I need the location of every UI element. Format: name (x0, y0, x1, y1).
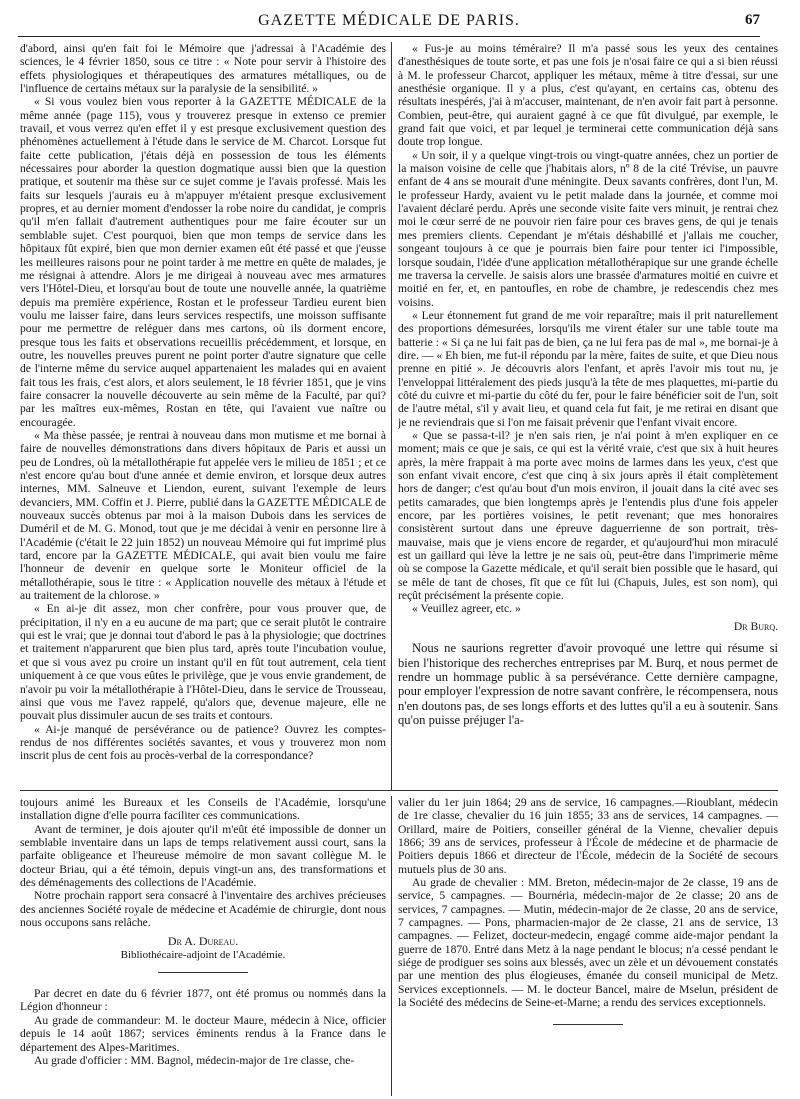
lower-right-column (398, 796, 778, 1096)
paragraph: « Un soir, il y a quelque vingt-trois ou vingt-quatre années, chez un portier de la maison voisine de celle que j'habitais alors, nº 8 de la cité Trévise, un pauvre enfant de 4 ans se mourait d'une méningite. Deux savants confrères, dont l'un, M. le professeur Hardy, avaient vu le petit malade dans la journée, et comme moi l'avaient déclaré perdu. Après une seconde visite faite vers minuit, je rentrai chez moi le cœur serré de ne pouvoir rien faire pour ces braves gens, de qui je tenais mes premiers clients. Cependant je m'étais déshabillé et j'allais me coucher, songeant toujours à ce que je pourrais bien faire pour tenter ici l'impossible, lorsque soudain, l'idée d'une application métallothérapique sur une grande échelle me traversa la cervelle. Je saisis alors une brassée d'armatures moitié en cuivre et moitié en fer, et, en pantoufles, en robe de chambre, je redescendis chez mes voisins. (398, 148, 778, 309)
decree-paragraph: Par decret en date du 6 février 1877, ont été promus ou nommés dans la Légion d'honneur : (20, 987, 386, 1014)
paragraph: « En ai-je dit assez, mon cher confrère, pour vous prouver que, de précipitation, il n'y en a eu aucune de ma part; que ce serait plutôt le contraire qui est le vrai; que je donnai tout d'abord le pas à la physiologie; que doctrines et traitement n'apparurent que bien plus tard, après toute l'incubation voulue, et que si vous avez pu croire un instant qu'il en fût tout autrement, cela tient uniquement à ce que vous eûtes le privilège, que je vous envie grandement, de n'avoir pu voir la métallothérapie à l'Hôtel-Dieu, dans le service de Trousseau, ainsi que vous me l'avez rappelé, qu'alors que, devenue majeure, elle ne pouvait plus dissimuler aucun de ses traits et contours. (20, 602, 386, 723)
upper-left-column (20, 42, 386, 782)
upper-right-column (398, 42, 778, 782)
paragraph: Au grade de chevalier : MM. Breton, médecin-major de 2e classe, 19 ans de service, 5 campagnes. — Bournéria, médecin-major de 2e classe; 20 ans de services, 7 campagnes. — Mutin, médecin-major de 2e classe, 20 ans de service, 7 campagnes. — Pons, pharmacien-major de 2e classe, 21 ans de service, 13 campagnes. — Felizet, docteur-medecin, engagé comme aide-major pendant la guerre de 1870. Entré dans Metz à la nage pendant le blocus; n'a cessé pendant le siége de prodiguer ses soins aux blessés, avec un zèle et un dévouement constatés par une mention des plus élogieuses, émanée du conseil municipal de Metz. Services exceptionnels. — M. le docteur Bancel, maire de Mselun, président de la Société des médecins de Seine-et-Marne; a rendu des services exceptionnels. (398, 876, 778, 1010)
paragraph: « Leur étonnement fut grand de me voir reparaître; mais il prit naturellement des proportions démesurées, lorsqu'ils me virent étaler sur une table toute ma batterie : « Si ça ne lui fait pas de bien, ça ne lui fera pas de mal », me bornai-je à dire. — « Eh bien, me fut-il répondu par la mère, faites de suite, et que Dieu nous prenne en pitié ». Je découvris alors l'enfant, et après l'avoir mis tout nu, je l'enveloppai littéralement des pieds jusqu'à la tête de mes plaquettes, mi-partie du côté du cuivre et mi-partie du côté du fer, pour le faire bénéficier soit de l'un, soit de l'autre métal, s'il y avait lieu, et quand cela fut fait, je me retirai en disant que je ne reviendrais que si l'on me faisait prévenir que l'enfant vivait encore. (398, 308, 778, 429)
short-divider (158, 972, 248, 973)
letter-signature: Dr Burq. (733, 619, 778, 633)
paragraph: valier du 1er juin 1864; 29 ans de service, 16 campagnes.—Rioublant, médecin de 1re classe, chevalier du 16 juin 1855; 33 ans de services, 14 campagnes. — Orillard, maire de Poitiers, conseiller général de la Vienne, chevalier depuis 1866; 39 ans de services, professeur à l'École de médecine et de pharmacie de Poitiers depuis 1866 et directeur de l'École, médecin de la Société de secours mutuels plus de 30 ans. (398, 796, 778, 876)
paragraph: Avant de terminer, je dois ajouter qu'il m'eût été impossible de donner un semblable inventaire dans un laps de temps relativement aussi court, sans la parfaite obligeance et l'heureuse mémoire de mon savant collègue M. le docteur Briau, qui a été témoin, depuis vingt-un ans, des transformations et des déménagements des collections de l'Académie. (20, 822, 386, 890)
paragraph: « Ma thèse passée, je rentrai à nouveau dans mon mutisme et me bornai à faire de nouvelles démonstrations dans divers hôpitaux de Paris et aussi un peu de Londres, où la métallothérapie fut appelée vers le milieu de 1851 ; et ce n'est encore qu'au bout d'une année et demie environ, et lorsque deux autres internes, MM. Salneuve et Liendon, eurent, suivant l'exemple de leurs devanciers, MM. Coffin et J. Pierre, publié dans la GAZETTE MÉDICALE de nouveaux succès obtenus par moi à la maison Dubois dans les services de Duméril et de M. G. Monod, tout que je me décidai à venir en personne lire à l'Académie (c'était le 22 juin 1852) un nouveau Mémoire qui fut imprimé plus tard, encore par la GAZETTE MÉDICALE, qui avait bien voulu me faire l'honneur de devenir en quelque sorte le Moniteur officiel de la métallothérapie, sous le titre : « Application nouvelle des métaux à l'étude et au traitement de la chlorose. » (20, 428, 386, 603)
page-number: 67 (745, 12, 760, 28)
page-header (18, 10, 760, 37)
paragraph: d'abord, ainsi qu'en fait foi le Mémoire que j'adressai à l'Académie des sciences, le 4 février 1850, sous ce titre : « Note pour servir à l'histoire des effets physiologiques et thérapeutiques des armatures métalliques, ou de l'influence de certains métaux sur la paralysie de la sensibilité. » (20, 42, 386, 96)
paragraph: « Ai-je manqué de persévérance ou de patience? Ouvrez les comptes-rendus de nos différentes sociétés savantes, et vous y trouverez mon nom inscrit plus de cent fois au procès-verbal de la correspondance? (20, 722, 386, 763)
column-divider (391, 796, 392, 1096)
lower-left-column (20, 796, 386, 1096)
editorial-closing: Nous ne saurions regretter d'avoir provoqué une lettre qui résume si bien l'historique des recherches entreprises par M. Burq, et nous permet de rendre un hommage public à sa persévérance. Cette dernière campagne, pour employer l'expression de notre savant confrère, le récompensera, nous n'en doutons pas, de ses longs efforts et des luttes qu'il a eu à soutenir. Sans qu'on puisse préjuger l'a- (398, 641, 778, 728)
decree-paragraph: Au grade d'officier : MM. Bagnol, médecin-major de 1re classe, che- (34, 1053, 355, 1067)
journal-title: GAZETTE MÉDICALE DE PARIS. (258, 12, 520, 29)
paragraph: « Fus-je au moins téméraire? Il m'a passé sous les yeux des centaines d'anesthésiques de toute sorte, et pas une fois je n'osai faire ce qui a si bien réussi à M. le professeur Charcot, appliquer les métaux, même à titre d'essai, sur une anesthésie organique. Il y a plus, c'est qu'ayant, en certains cas, obtenu des résultats inespérés, j'ai à m'accuser, maintenant, de n'en avoir fait part à personne. Combien, peut-être, qui auraient gagné à ce que fût divulgué, par exemple, le grand fait que voici, et par lequel je terminerai cette communication déjà sans doute trop longue. (398, 42, 778, 149)
section-divider (20, 790, 778, 791)
decree-paragraph: Au grade de commandeur: M. le docteur Maure, médecin à Nice, officier depuis le 14 août 1867; services éminents rendus à la France dans le département des Alpes-Maritimes. (20, 1013, 386, 1054)
paragraph: Notre prochain rapport sera consacré à l'inventaire des archives précieuses des anciennes Société royale de médecine et Académie de chirurgie, dont nous nous occupons sans relâche. (20, 889, 386, 930)
paragraph: toujours animé les Bureaux et les Conseils de l'Académie, lorsqu'une installation digne d'elle pourra faciliter ces communications. (20, 796, 386, 823)
end-rule (553, 1024, 623, 1025)
paragraph: « Que se passa-t-il? je n'en sais rien, je n'ai point à m'en expliquer en ce moment; mais ce que je sais, ce qui est la vérité vraie, c'est que six à huit heures après, la mère frappait à ma porte avec moins de larmes dans les yeux, c'est que son enfant vivait encore, c'est que cinq à six jours après il était complètement hors de danger; c'est qu'au bout d'un mois environ, il jouait dans la cité avec ses petits camarades, que bien longtemps après je l'entendis plus d'une fois appeler encore, par les portières voisines, le petit revenant; que mes honoraires consistèrent surtout dans une épreuve daguerrienne de son portrait, très-mauvaise, mais que je viens encore de regarder, et qu'aujourd'hui mon miraculé est un gaillard qui lève la lettre je ne sais où, peut-être dans l'imprimerie même où se compose la Gazette médicale, et qu'il serait bien possible que le hasard, qui se mêle de tant de choses, fît que ce fût lui (Chapuis, Jules, est son nom), qui reçût précisément la présente copie. (398, 428, 778, 603)
paragraph: « Si vous voulez bien vous reporter à la GAZETTE MÉDICALE de la même année (page 115), vous y trouverez presque in extenso ce premier travail, et vous verrez qu'en effet il y est presque exclusivement question des phénomènes actuellement à l'étude dans le service de M. Charcot. Lorsque fut faite cette publication, j'étais déjà en possession de tous les éléments nécessaires pour aborder la question dogmatique aussi bien que la question pratique, et soutenir ma thèse sur ce sujet comme je l'avais professé. Mais les faits sur lesquels j'aurais eu à m'appuyer m'étaient presque exclusivement propres, et au dernier moment d'endosser la robe noire du candidat, je compris qu'il m'en fallait d'autrement authentiques pour me faire écouter sur un semblable sujet. C'est pourquoi, bien que mon temps de service dans les hôpitaux fût expiré, bien que mon dernier examen eût été passé et que j'eusse les meilleures raisons pour ne point tarder à me mettre en quête de malades, je me résignai à attendre. Alors je me dirigeai à nouveau avec mes armatures vers l'Hôtel-Dieu, et lorsqu'au bout de toute une nouvelle année, la quatrième depuis ma première expérience, Rostan et le professeur Tardieu eurent bien voulu me laisser faire, dans leurs services respectifs, une moisson suffisante pour me permettre de reléguer dans mes cartons, où ils dorment encore, presque tous les faits et observations recueillis précédemment, et lorsque, en outre, les nouvelles preuves purent ne point porter d'autre signature que celle de l'interne même du service auquel appartenaient les malades qui en avaient fait tous les frais, c'est alors, et alors seulement, le 18 février 1851, que je vins faire consacrer la nouvelle découverte au sein même de la Faculté, par qui? par les maîtres eux-mêmes, Rostan en tête, qui l'avaient vue naître ou encouragée. (20, 95, 386, 429)
signature-title: Bibliothécaire-adjoint de l'Académie. (120, 948, 286, 961)
column-divider (391, 42, 392, 790)
report-signature: Dr A. Dureau. (167, 934, 239, 949)
paragraph: « Veuillez agreer, etc. » (412, 602, 521, 616)
